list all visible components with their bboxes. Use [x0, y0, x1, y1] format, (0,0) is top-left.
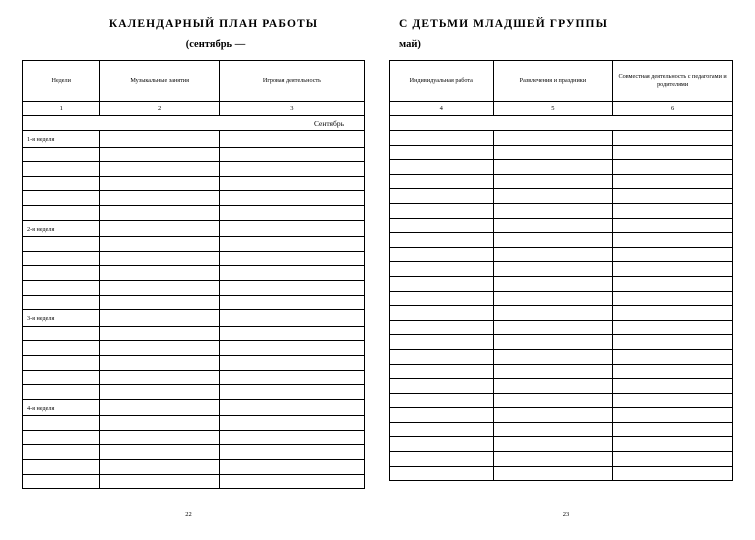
- table-header-row: [390, 61, 733, 102]
- table-row: [390, 320, 733, 335]
- cell-play[interactable]: [219, 430, 364, 445]
- cell-individual[interactable]: [390, 335, 494, 350]
- cell-joint[interactable]: [613, 218, 733, 233]
- table-row: [390, 393, 733, 408]
- table-row: [390, 306, 733, 321]
- cell-week[interactable]: [23, 326, 100, 341]
- cell-play[interactable]: [219, 176, 364, 191]
- table-row: [390, 364, 733, 379]
- cell-individual[interactable]: [390, 247, 494, 262]
- cell-play[interactable]: [219, 205, 364, 220]
- cell-play[interactable]: [219, 341, 364, 356]
- cell-week[interactable]: [23, 295, 100, 310]
- cell-entertainment[interactable]: [493, 262, 613, 277]
- cell-music[interactable]: [100, 416, 219, 431]
- cell-joint[interactable]: [613, 145, 733, 160]
- cell-play[interactable]: [219, 220, 364, 237]
- cell-joint[interactable]: [613, 437, 733, 452]
- cell-individual[interactable]: [390, 364, 494, 379]
- cell-week[interactable]: [23, 430, 100, 445]
- cell-entertainment[interactable]: [493, 466, 613, 481]
- cell-individual[interactable]: [390, 422, 494, 437]
- cell-individual[interactable]: [390, 466, 494, 481]
- table-row: [23, 220, 365, 237]
- cell-individual[interactable]: [390, 393, 494, 408]
- header-music-lessons: Музыкальные занятия: [100, 61, 219, 102]
- cell-entertainment[interactable]: [493, 306, 613, 321]
- table-row: [23, 176, 365, 191]
- table-row: [390, 247, 733, 262]
- header-joint-activity: Совместная деятельность с педагогами и родителями: [613, 61, 733, 102]
- cell-week[interactable]: [23, 162, 100, 177]
- week-label: 4-я неделя: [23, 399, 100, 416]
- column-number-row: [390, 102, 733, 116]
- table-row: [23, 416, 365, 431]
- header-weeks: Недели: [23, 61, 100, 102]
- table-row: [390, 218, 733, 233]
- cell-entertainment[interactable]: [493, 203, 613, 218]
- table-row: [390, 422, 733, 437]
- cell-music[interactable]: [100, 237, 219, 252]
- cell-music[interactable]: [100, 310, 219, 327]
- cell-joint[interactable]: [613, 408, 733, 423]
- table-row: [390, 335, 733, 350]
- table-row: [390, 408, 733, 423]
- cell-week[interactable]: [23, 460, 100, 475]
- column-number-row: [23, 102, 365, 116]
- cell-music[interactable]: [100, 341, 219, 356]
- week-label: 1-я неделя: [23, 131, 100, 148]
- cell-individual[interactable]: [390, 174, 494, 189]
- cell-week[interactable]: [23, 445, 100, 460]
- table-row: [23, 147, 365, 162]
- cell-music[interactable]: [100, 266, 219, 281]
- cell-week[interactable]: [23, 355, 100, 370]
- page-title-left: КАЛЕНДАРНЫЙ ПЛАН РАБОТЫ: [108, 18, 319, 30]
- cell-entertainment[interactable]: [493, 422, 613, 437]
- cell-entertainment[interactable]: [493, 393, 613, 408]
- cell-music[interactable]: [100, 326, 219, 341]
- cell-music[interactable]: [100, 355, 219, 370]
- page-number-left: 22: [185, 511, 192, 518]
- cell-music[interactable]: [100, 176, 219, 191]
- cell-joint[interactable]: [613, 233, 733, 248]
- cell-individual[interactable]: [390, 233, 494, 248]
- cell-individual[interactable]: [390, 203, 494, 218]
- table-row: [390, 189, 733, 204]
- header-entertainment-holidays: Развлечения и праздники: [493, 61, 613, 102]
- cell-music[interactable]: [100, 191, 219, 206]
- cell-individual[interactable]: [390, 262, 494, 277]
- table-row: [23, 237, 365, 252]
- column-number-1: 1: [23, 102, 100, 116]
- table-row: [23, 399, 365, 416]
- column-number-5: 5: [493, 102, 613, 116]
- column-number-3: 3: [219, 102, 364, 116]
- cell-entertainment[interactable]: [493, 247, 613, 262]
- column-number-4: 4: [390, 102, 494, 116]
- cell-individual[interactable]: [390, 189, 494, 204]
- cell-entertainment[interactable]: [493, 145, 613, 160]
- cell-play[interactable]: [219, 147, 364, 162]
- cell-play[interactable]: [219, 326, 364, 341]
- cell-joint[interactable]: [613, 276, 733, 291]
- week-label: 2-я неделя: [23, 220, 100, 237]
- month-row: [390, 116, 733, 131]
- cell-entertainment[interactable]: [493, 364, 613, 379]
- cell-music[interactable]: [100, 280, 219, 295]
- table-row: [23, 341, 365, 356]
- cell-play[interactable]: [219, 237, 364, 252]
- cell-individual[interactable]: [390, 320, 494, 335]
- cell-week[interactable]: [23, 416, 100, 431]
- table-row: [390, 131, 733, 146]
- table-row: [23, 280, 365, 295]
- table-row: [23, 191, 365, 206]
- cell-music[interactable]: [100, 445, 219, 460]
- table-row: [390, 160, 733, 175]
- cell-entertainment[interactable]: [493, 335, 613, 350]
- cell-play[interactable]: [219, 355, 364, 370]
- table-row: [23, 474, 365, 489]
- cell-joint[interactable]: [613, 379, 733, 394]
- cell-music[interactable]: [100, 370, 219, 385]
- cell-joint[interactable]: [613, 466, 733, 481]
- left-title-block: [22, 18, 365, 60]
- table-row: [23, 355, 365, 370]
- cell-entertainment[interactable]: [493, 233, 613, 248]
- table-row: [23, 370, 365, 385]
- cell-play[interactable]: [219, 399, 364, 416]
- table-row: [390, 233, 733, 248]
- column-number-2: 2: [100, 102, 219, 116]
- cell-week[interactable]: [23, 251, 100, 266]
- table-row: [390, 379, 733, 394]
- table-row: [390, 291, 733, 306]
- cell-individual[interactable]: [390, 379, 494, 394]
- cell-joint[interactable]: [613, 320, 733, 335]
- cell-joint[interactable]: [613, 422, 733, 437]
- cell-music[interactable]: [100, 162, 219, 177]
- table-row: [23, 445, 365, 460]
- cell-play[interactable]: [219, 385, 364, 400]
- cell-joint[interactable]: [613, 189, 733, 204]
- cell-play[interactable]: [219, 191, 364, 206]
- left-page: [0, 0, 377, 540]
- table-row: [390, 437, 733, 452]
- cell-joint[interactable]: [613, 349, 733, 364]
- cell-music[interactable]: [100, 205, 219, 220]
- cell-week[interactable]: [23, 147, 100, 162]
- header-individual-work: Индивидуальная работа: [390, 61, 494, 102]
- cell-entertainment[interactable]: [493, 131, 613, 146]
- cell-week[interactable]: [23, 176, 100, 191]
- cell-week[interactable]: [23, 191, 100, 206]
- cell-joint[interactable]: [613, 247, 733, 262]
- cell-joint[interactable]: [613, 364, 733, 379]
- right-title-block: [389, 18, 733, 60]
- cell-joint[interactable]: [613, 452, 733, 467]
- page-number-right: 23: [562, 511, 570, 518]
- table-row: [23, 266, 365, 281]
- cell-entertainment[interactable]: [493, 160, 613, 175]
- cell-music[interactable]: [100, 220, 219, 237]
- table-row: [390, 349, 733, 364]
- week-label: 3-я неделя: [23, 310, 100, 327]
- cell-music[interactable]: [100, 295, 219, 310]
- cell-joint[interactable]: [613, 131, 733, 146]
- cell-play[interactable]: [219, 474, 364, 489]
- cell-joint[interactable]: [613, 306, 733, 321]
- cell-week[interactable]: [23, 385, 100, 400]
- cell-entertainment[interactable]: [493, 437, 613, 452]
- cell-play[interactable]: [219, 445, 364, 460]
- cell-joint[interactable]: [613, 203, 733, 218]
- month-label: [390, 116, 733, 131]
- right-page: [377, 0, 755, 540]
- cell-play[interactable]: [219, 131, 364, 148]
- table-row: [390, 452, 733, 467]
- cell-music[interactable]: [100, 474, 219, 489]
- cell-entertainment[interactable]: [493, 379, 613, 394]
- table-row: [23, 162, 365, 177]
- cell-individual[interactable]: [390, 218, 494, 233]
- cell-joint[interactable]: [613, 393, 733, 408]
- cell-entertainment[interactable]: [493, 408, 613, 423]
- cell-joint[interactable]: [613, 262, 733, 277]
- cell-joint[interactable]: [613, 335, 733, 350]
- table-header-row: [23, 61, 365, 102]
- cell-week[interactable]: [23, 205, 100, 220]
- cell-play[interactable]: [219, 416, 364, 431]
- cell-play[interactable]: [219, 162, 364, 177]
- cell-play[interactable]: [219, 460, 364, 475]
- cell-entertainment[interactable]: [493, 349, 613, 364]
- table-row: [23, 295, 365, 310]
- cell-entertainment[interactable]: [493, 174, 613, 189]
- cell-music[interactable]: [100, 147, 219, 162]
- table-row: [390, 145, 733, 160]
- table-row: [390, 276, 733, 291]
- header-play-activity: Игровая деятельность: [219, 61, 364, 102]
- table-row: [23, 326, 365, 341]
- cell-play[interactable]: [219, 370, 364, 385]
- page-subtitle-right: май): [399, 39, 421, 50]
- cell-music[interactable]: [100, 385, 219, 400]
- cell-week[interactable]: [23, 341, 100, 356]
- cell-individual[interactable]: [390, 306, 494, 321]
- cell-individual[interactable]: [390, 276, 494, 291]
- table-row: [390, 174, 733, 189]
- table-row: [390, 262, 733, 277]
- table-row: [23, 460, 365, 475]
- cell-play[interactable]: [219, 310, 364, 327]
- cell-music[interactable]: [100, 430, 219, 445]
- cell-individual[interactable]: [390, 408, 494, 423]
- cell-week[interactable]: [23, 474, 100, 489]
- column-number-6: 6: [613, 102, 733, 116]
- page-title-right: С ДЕТЬМИ МЛАДШЕЙ ГРУППЫ: [399, 18, 608, 30]
- left-table: [22, 60, 365, 489]
- cell-individual[interactable]: [390, 437, 494, 452]
- cell-entertainment[interactable]: [493, 189, 613, 204]
- cell-joint[interactable]: [613, 291, 733, 306]
- cell-play[interactable]: [219, 266, 364, 281]
- cell-individual[interactable]: [390, 131, 494, 146]
- cell-joint[interactable]: [613, 160, 733, 175]
- cell-music[interactable]: [100, 460, 219, 475]
- table-row: [23, 205, 365, 220]
- cell-week[interactable]: [23, 280, 100, 295]
- cell-joint[interactable]: [613, 174, 733, 189]
- table-row: [23, 131, 365, 148]
- cell-music[interactable]: [100, 131, 219, 148]
- cell-individual[interactable]: [390, 452, 494, 467]
- cell-week[interactable]: [23, 237, 100, 252]
- cell-play[interactable]: [219, 280, 364, 295]
- cell-music[interactable]: [100, 399, 219, 416]
- cell-entertainment[interactable]: [493, 320, 613, 335]
- page-subtitle-left: (сентябрь —: [185, 39, 246, 50]
- cell-music[interactable]: [100, 251, 219, 266]
- cell-week[interactable]: [23, 266, 100, 281]
- table-row: [23, 385, 365, 400]
- table-row: [390, 466, 733, 481]
- cell-entertainment[interactable]: [493, 276, 613, 291]
- right-table: [389, 60, 733, 481]
- cell-entertainment[interactable]: [493, 291, 613, 306]
- cell-entertainment[interactable]: [493, 452, 613, 467]
- table-row: [23, 251, 365, 266]
- cell-individual[interactable]: [390, 160, 494, 175]
- table-row: [23, 430, 365, 445]
- cell-individual[interactable]: [390, 291, 494, 306]
- cell-individual[interactable]: [390, 349, 494, 364]
- table-row: [390, 203, 733, 218]
- cell-week[interactable]: [23, 370, 100, 385]
- month-row: [23, 116, 365, 131]
- cell-play[interactable]: [219, 295, 364, 310]
- cell-individual[interactable]: [390, 145, 494, 160]
- cell-play[interactable]: [219, 251, 364, 266]
- month-label: Сентябрь: [23, 116, 365, 131]
- cell-entertainment[interactable]: [493, 218, 613, 233]
- table-row: [23, 310, 365, 327]
